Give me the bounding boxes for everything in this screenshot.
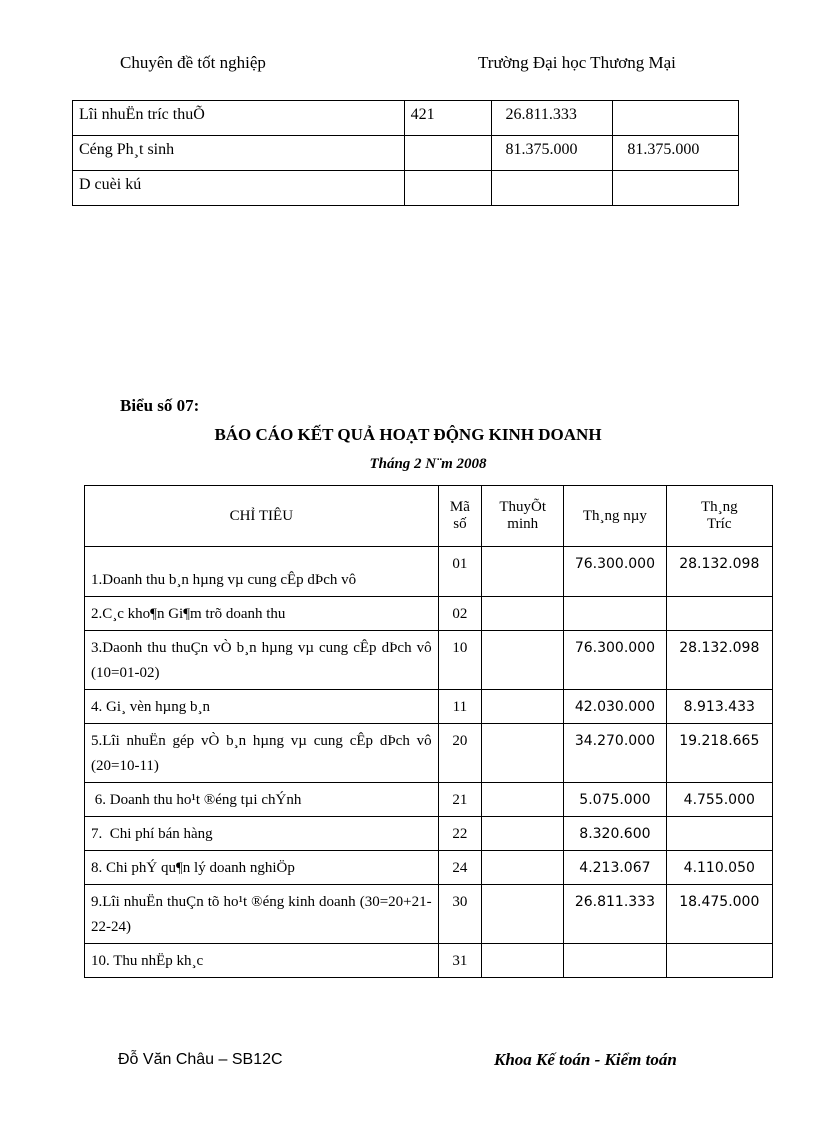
row-current: 76.300.000 (564, 631, 666, 690)
row-previous: 28.132.098 (666, 631, 772, 690)
row-credit (613, 101, 739, 136)
table-row (85, 817, 773, 851)
row-code: 11 (438, 690, 482, 724)
header-thang-truoc-line2: Tríc (707, 516, 732, 532)
row-label: 1.Doanh thu b¸n hµng vµ cung cÊp dÞch vô (85, 547, 439, 597)
table-row (85, 885, 773, 944)
row-credit: 81.375.000 (613, 136, 739, 171)
header-thang-truoc-line1: Th¸ng (700, 499, 738, 515)
row-code: 30 (438, 885, 482, 944)
row-code: 01 (438, 547, 482, 597)
row-current (564, 944, 666, 978)
row-label: 9.Lîi nhuËn thuÇn tõ ho¹t ®éng kinh doanh (30=20+21-22-24) (85, 885, 439, 944)
table-row (73, 171, 739, 206)
row-code: 02 (438, 597, 482, 631)
row-label: 7. Chi phí bán hàng (85, 817, 439, 851)
header-left: Chuyên đề tốt nghiệp (120, 53, 266, 72)
row-label: 5.Lîi nhuËn gép vÒ b¸n hµng vµ cung cÊp dÞch vô (20=10-11) (85, 724, 439, 783)
row-current: 42.030.000 (564, 690, 666, 724)
row-code: 22 (438, 817, 482, 851)
table-row (85, 597, 773, 631)
row-debit: 26.811.333 (491, 101, 613, 136)
row-credit (613, 171, 739, 206)
header-chi-tieu: CHỈ TIÊU (85, 486, 439, 547)
row-note (482, 817, 564, 851)
header-thuyet-minh-line1: ThuyÕt (499, 499, 547, 515)
row-label: Céng Ph¸t sinh (73, 136, 405, 171)
row-code: 31 (438, 944, 482, 978)
report-title: BÁO CÁO KẾT QUẢ HOẠT ĐỘNG KINH DOANH (214, 425, 602, 444)
row-note (482, 783, 564, 817)
row-previous: 19.218.665 (666, 724, 772, 783)
row-label: 8. Chi phÝ qu¶n lý doanh nghiÖp (85, 851, 439, 885)
header-thuyet-minh (482, 486, 564, 547)
row-previous (666, 944, 772, 978)
row-previous: 8.913.433 (666, 690, 772, 724)
row-previous: 4.755.000 (666, 783, 772, 817)
header-ma-so-line1: Mã (449, 499, 470, 515)
row-label: 6. Doanh thu ho¹t ®éng tµi chÝnh (85, 783, 439, 817)
row-previous (666, 817, 772, 851)
row-current: 26.811.333 (564, 885, 666, 944)
row-debit: 81.375.000 (491, 136, 613, 171)
row-label: 2.C¸c kho¶n Gi¶m trõ doanh thu (85, 597, 439, 631)
footer-left: Đỗ Văn Châu – SB12C (118, 1051, 283, 1068)
header-ma-so-line2: số (453, 516, 467, 532)
table-row (73, 136, 739, 171)
row-note (482, 631, 564, 690)
header-ma-so (438, 486, 482, 547)
top-table (72, 100, 739, 206)
table-row (85, 690, 773, 724)
row-current: 8.320.600 (564, 817, 666, 851)
table-row (85, 631, 773, 690)
row-debit (491, 171, 613, 206)
row-label: 4. Gi¸ vèn hµng b¸n (85, 690, 439, 724)
header-thuyet-minh-line2: minh (507, 516, 539, 532)
table-row (85, 724, 773, 783)
row-note (482, 885, 564, 944)
row-note (482, 597, 564, 631)
row-label: Lîi nhuËn tríc thuÕ (73, 101, 405, 136)
row-previous (666, 597, 772, 631)
table-row (73, 101, 739, 136)
table-row (85, 851, 773, 885)
header-thang-nay: Th¸ng nµy (564, 486, 666, 547)
table-row (85, 783, 773, 817)
row-label: 3.Daonh thu thuÇn vÒ b¸n hµng vµ cung cÊp dÞch vô (10=01-02) (85, 631, 439, 690)
row-code: 421 (404, 101, 491, 136)
row-note (482, 547, 564, 597)
row-note (482, 944, 564, 978)
row-current: 76.300.000 (564, 547, 666, 597)
row-code: 20 (438, 724, 482, 783)
footer-right: Khoa Kế toán - Kiểm toán (494, 1050, 677, 1069)
header-thang-truoc (666, 486, 772, 547)
row-label: D cuèi kú (73, 171, 405, 206)
header-right: Trường Đại học Thương Mại (478, 53, 676, 72)
row-code (404, 136, 491, 171)
row-current: 5.075.000 (564, 783, 666, 817)
bieu-so-label: Biểu số 07: (120, 396, 200, 415)
row-note (482, 690, 564, 724)
row-note (482, 851, 564, 885)
row-previous: 4.110.050 (666, 851, 772, 885)
row-code: 24 (438, 851, 482, 885)
table-header-row (85, 486, 773, 547)
row-code (404, 171, 491, 206)
row-code: 21 (438, 783, 482, 817)
table-row (85, 547, 773, 597)
row-current (564, 597, 666, 631)
row-previous: 28.132.098 (666, 547, 772, 597)
row-current: 34.270.000 (564, 724, 666, 783)
row-code: 10 (438, 631, 482, 690)
table-row (85, 944, 773, 978)
row-label: 10. Thu nhËp kh¸c (85, 944, 439, 978)
row-previous: 18.475.000 (666, 885, 772, 944)
report-subtitle: Tháng 2 N¨m 2008 (369, 456, 487, 472)
row-current: 4.213.067 (564, 851, 666, 885)
row-note (482, 724, 564, 783)
report-table (84, 485, 773, 978)
